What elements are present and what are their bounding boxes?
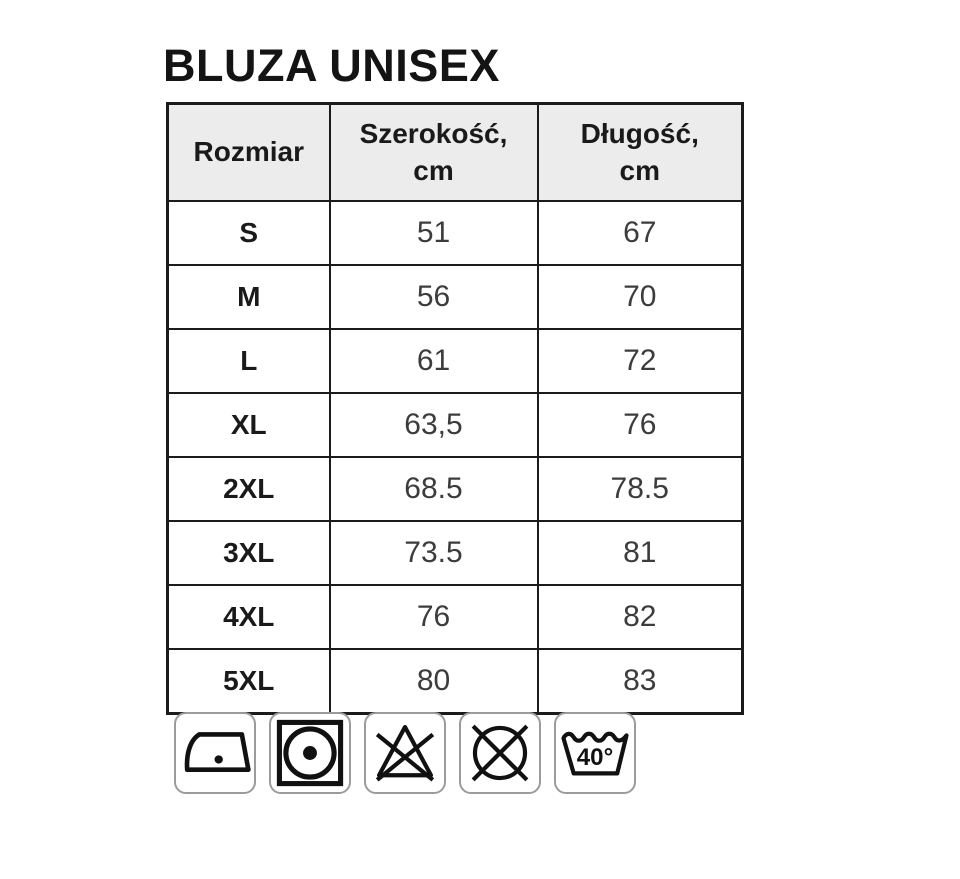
column-header-unit: cm: [619, 154, 660, 186]
length-cell: 81: [538, 521, 743, 585]
column-header-width: [330, 104, 538, 202]
size-cell: 5XL: [168, 649, 330, 714]
width-cell: 68.5: [330, 457, 538, 521]
length-cell: 76: [538, 393, 743, 457]
size-cell: 2XL: [168, 457, 330, 521]
wash-40-degrees-icon: [554, 712, 636, 794]
table-row: [168, 393, 743, 457]
table-header-row: [168, 104, 743, 202]
do-not-bleach-icon: [364, 712, 446, 794]
length-cell: 70: [538, 265, 743, 329]
size-cell: 4XL: [168, 585, 330, 649]
length-cell: 83: [538, 649, 743, 714]
tumble-dry-low-icon: [269, 712, 351, 794]
table-row: [168, 201, 743, 265]
table-row: [168, 649, 743, 714]
wash-tub-glyph: [557, 715, 633, 791]
care-icons: [174, 712, 636, 794]
size-cell: M: [168, 265, 330, 329]
column-header-length: [538, 104, 743, 202]
size-table: [166, 102, 744, 715]
size-cell: XL: [168, 393, 330, 457]
size-cell: S: [168, 201, 330, 265]
table-row: [168, 329, 743, 393]
width-cell: 76: [330, 585, 538, 649]
iron-low-heat-icon: [174, 712, 256, 794]
table-row: [168, 457, 743, 521]
size-cell: L: [168, 329, 330, 393]
column-header-unit: cm: [413, 154, 454, 186]
column-header-size: [168, 104, 330, 202]
iron-glyph: [177, 715, 253, 791]
length-cell: 82: [538, 585, 743, 649]
column-header-label: Rozmiar: [193, 136, 304, 168]
width-cell: 61: [330, 329, 538, 393]
length-cell: 67: [538, 201, 743, 265]
table-row: [168, 521, 743, 585]
width-cell: 80: [330, 649, 538, 714]
tumble-dry-glyph: [272, 715, 348, 791]
page-title: BLUZA UNISEX: [163, 40, 500, 91]
width-cell: 63,5: [330, 393, 538, 457]
column-header-label: Szerokość,: [359, 118, 508, 150]
column-header-label: Długość,: [580, 118, 699, 150]
length-cell: 72: [538, 329, 743, 393]
wash-temperature-label: 40°: [576, 744, 614, 772]
length-cell: 78.5: [538, 457, 743, 521]
crossed-circle-glyph: [462, 715, 538, 791]
do-not-dry-clean-icon: [459, 712, 541, 794]
size-table-body: [168, 201, 743, 714]
table-row: [168, 265, 743, 329]
width-cell: 51: [330, 201, 538, 265]
size-table-container: [166, 102, 744, 715]
crossed-triangle-glyph: [367, 715, 443, 791]
table-row: [168, 585, 743, 649]
size-cell: 3XL: [168, 521, 330, 585]
width-cell: 56: [330, 265, 538, 329]
width-cell: 73.5: [330, 521, 538, 585]
